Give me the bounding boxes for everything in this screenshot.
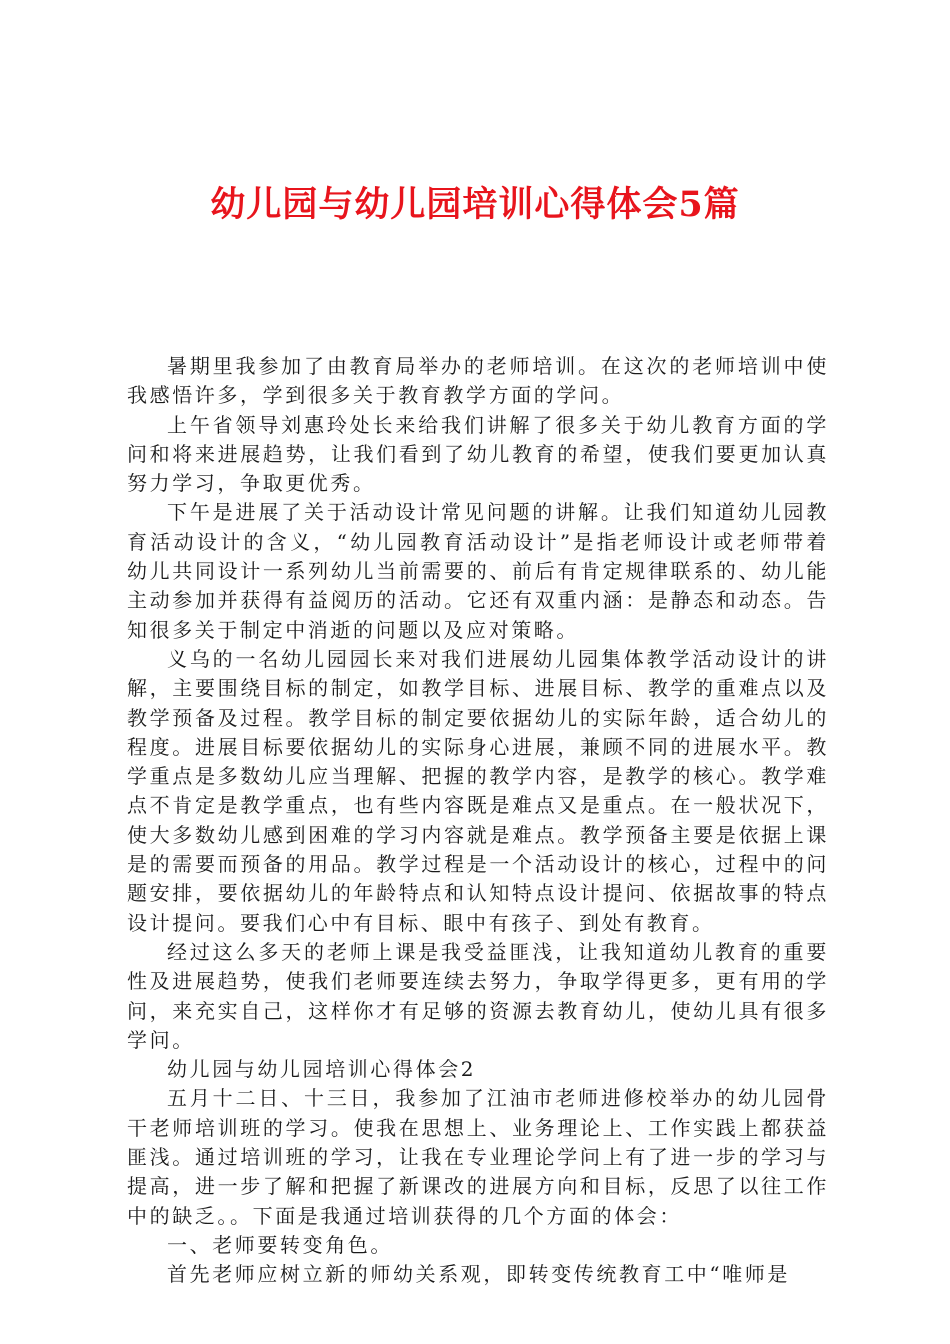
- paragraph: 首先老师应树立新的师幼关系观，即转变传统教育工中“唯师是: [167, 1262, 791, 1287]
- paragraph: 五月十二日、十三日，我参加了江油市老师进修校举办的幼儿园骨干老师培训班的学习。使我在思想上、业务理论上、工作实践上都获益匪浅。通过培训班的学习，让我在专业理论学问上有了进一步的学习与提高，进一步了解和把握了新课改的进展方向和目标，反思了以往工作中的缺乏。。下面是我通过培训获得的几个方面的体会：: [127, 1086, 829, 1228]
- section-heading: 幼儿园与幼儿园培训心得体会2: [167, 1057, 477, 1082]
- document-body: [127, 352, 829, 1290]
- paragraph: 义乌的一名幼儿园园长来对我们进展幼儿园集体教学活动设计的讲解，主要围绕目标的制定，如教学目标、进展目标、教学的重难点以及教学预备及过程。教学目标的制定要依据幼儿的实际年龄，适合幼儿的程度。进展目标要依据幼儿的实际身心进展，兼顾不同的进展水平。教学重点是多数幼儿应当理解、把握的教学内容，是教学的核心。教学难点不肯定是教学重点，也有些内容既是难点又是重点。在一般状况下，使大多数幼儿感到困难的学习内容就是难点。教学预备主要是依据上课是的需要而预备的用品。教学过程是一个活动设计的核心，过程中的问题安排，要依据幼儿的年龄特点和认知特点设计提问、依据故事的特点设计提问。要我们心中有目标、眼中有孩子、到处有教育。: [127, 646, 829, 935]
- paragraph: 经过这么多天的老师上课是我受益匪浅，让我知道幼儿教育的重要性及进展趋势，使我们老师要连续去努力，争取学得更多，更有用的学问，来充实自己，这样你才有足够的资源去教育幼儿，使幼儿具有很多学问。: [127, 939, 829, 1052]
- paragraph: 下午是进展了关于活动设计常见问题的讲解。让我们知道幼儿园教育活动设计的含义，“幼儿园教育活动设计”是指老师设计或老师带着幼儿共同设计一系列幼儿当前需要的、前后有肯定规律联系的、幼儿能主动参加并获得有益阅历的活动。它还有双重内涵：是静态和动态。告知很多关于制定中消逝的问题以及应对策略。: [127, 500, 829, 642]
- paragraph: 上午省领导刘惠玲处长来给我们讲解了很多关于幼儿教育方面的学问和将来进展趋势，让我们看到了幼儿教育的希望，使我们要更加认真努力学习，争取更优秀。: [127, 412, 829, 496]
- paragraph: 暑期里我参加了由教育局举办的老师培训。在这次的老师培训中使我感悟许多，学到很多关于教育教学方面的学问。: [127, 354, 829, 408]
- document-title: 幼儿园与幼儿园培训心得体会5篇: [210, 184, 740, 225]
- subsection-heading: 一、老师要转变角色。: [167, 1232, 393, 1257]
